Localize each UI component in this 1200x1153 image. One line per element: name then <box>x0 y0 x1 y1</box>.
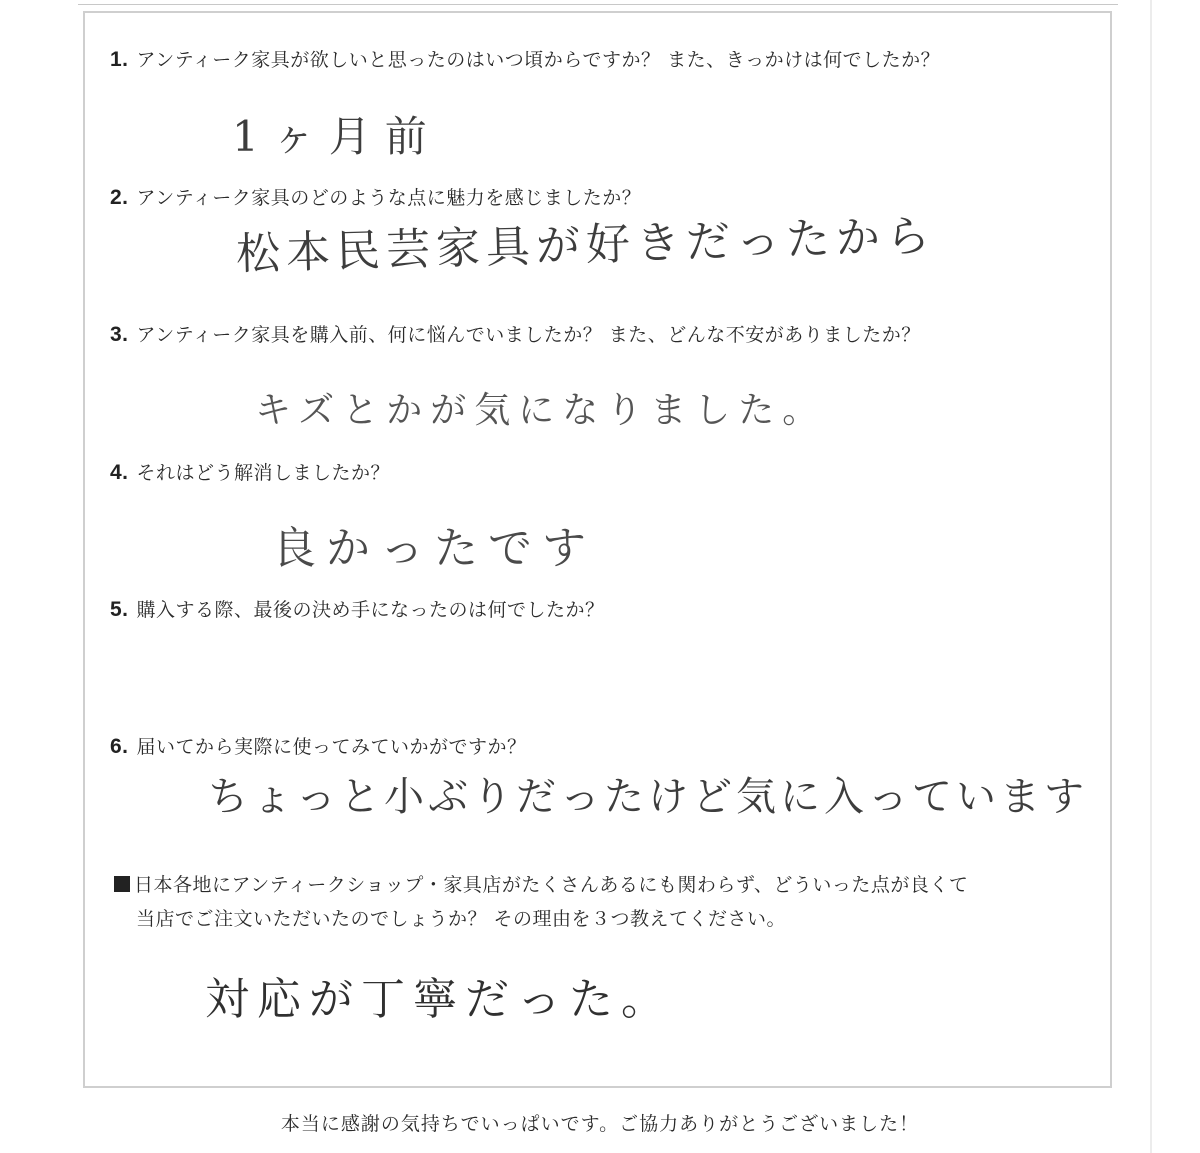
question-2 <box>110 186 641 210</box>
question-3 <box>110 323 921 347</box>
question-number: 6. <box>110 735 129 758</box>
question-text: アンティーク家具のどのような点に魅力を感じましたか？ <box>136 187 642 209</box>
question-number: 4. <box>110 461 129 484</box>
final-question-line1 <box>114 868 968 902</box>
question-text: アンティーク家具が欲しいと思ったのはいつ頃からですか？ また、きっかけは何でしたか？ <box>136 49 941 71</box>
final-question <box>114 868 968 936</box>
answer-3-handwriting: キズとかが気になりました。 <box>255 390 827 431</box>
question-4 <box>110 461 390 485</box>
answer-4-handwriting: 良かったです <box>272 523 596 574</box>
final-question-text-1: 日本各地にアンティークショップ・家具店がたくさんあるにも関わらず、どういった点が良くて <box>134 874 969 896</box>
final-answer-handwriting: 対応が丁寧だった。 <box>205 974 673 1025</box>
question-text: それはどう解消しましたか？ <box>136 462 391 484</box>
scan-edge-line <box>78 4 1118 5</box>
answer-2-handwriting: 松本民芸家具が好きだったから <box>235 210 937 280</box>
question-6 <box>110 735 527 759</box>
question-text: 届いてから実際に使ってみていかがですか？ <box>136 736 527 758</box>
closing-message: 本当に感謝の気持ちでいっぱいです。ご協力ありがとうございました！ <box>280 1113 920 1135</box>
question-5 <box>110 598 605 622</box>
final-question-line2: 当店でご注文いただいたのでしょうか？ その理由を３つ教えてください。 <box>136 908 787 930</box>
question-number: 5. <box>110 598 129 621</box>
answer-6-handwriting: ちょっと小ぶりだったけど気に入っています <box>208 774 1088 820</box>
question-text: 購入する際、最後の決め手になったのは何でしたか？ <box>136 599 605 621</box>
scan-edge-shadow <box>1150 0 1152 1153</box>
answer-1-handwriting: 1ヶ月前 <box>232 112 441 161</box>
question-text: アンティーク家具を購入前、何に悩んでいましたか？ また、どんな不安がありましたか？ <box>136 324 921 346</box>
question-number: 1. <box>110 48 129 71</box>
question-number: 2. <box>110 186 129 209</box>
square-bullet-icon <box>114 876 130 892</box>
question-number: 3. <box>110 323 129 346</box>
question-1 <box>110 48 940 72</box>
